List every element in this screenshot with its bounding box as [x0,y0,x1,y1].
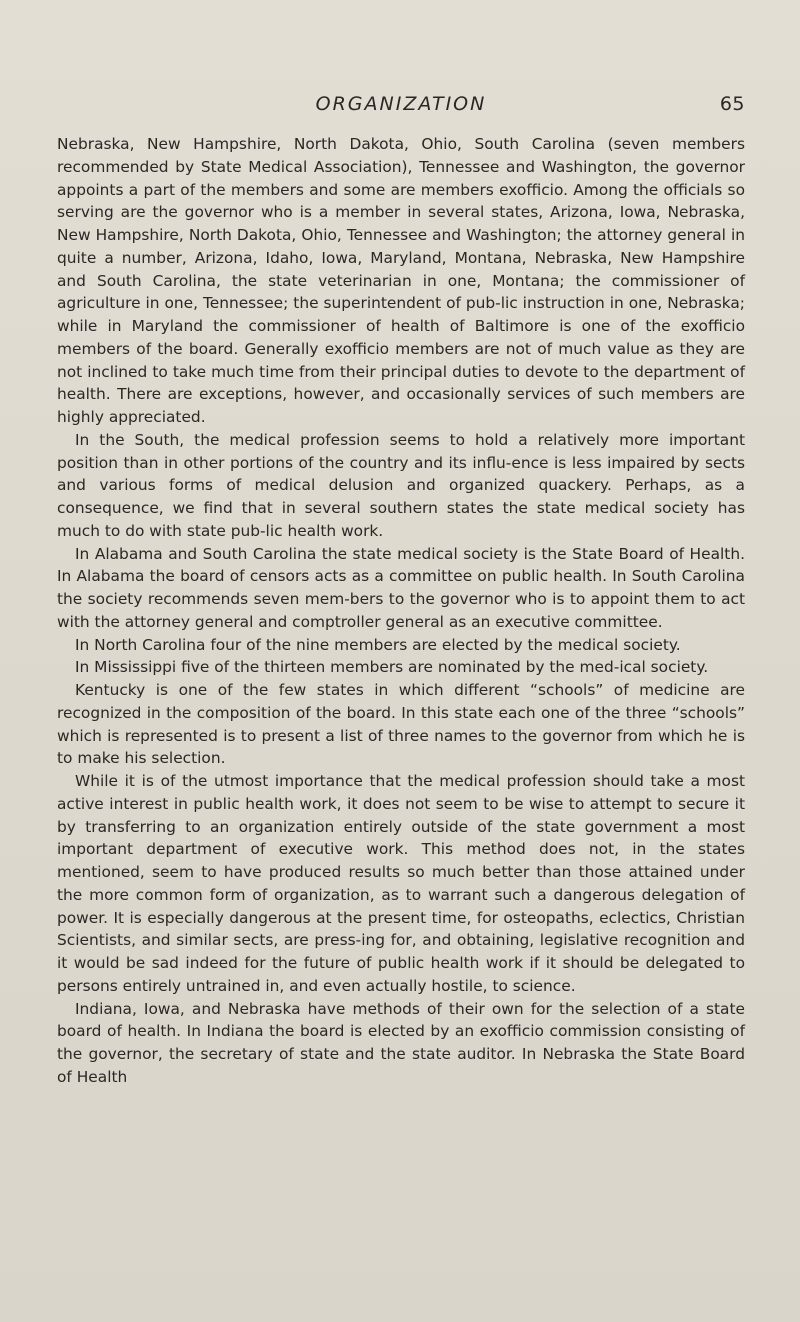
running-title: ORGANIZATION [315,93,487,115]
paragraph-medical-profession: While it is of the utmost importance that the medical profession should take a most active interest in public health work, it does not seem to be wise to attempt to secure it by transferring to an organization entirely outside of the state government a most important department of executive work. This method does not, in the states mentioned, seem to have produced results so much better than those attained under the more common form of organization, as to warrant such a dangerous delegation of power. It is especially dangerous at the present time, for osteopaths, eclectics, Christian Scientists, and similar sects, are press-ing for, and obtaining, legislative recognition and it would be sad indeed for the future of public health work if it should be delegated to persons entirely untrained in, and even actually hostile, to science. [57,772,745,995]
paragraph-mississippi: In Mississippi five of the thirteen members are nominated by the med-ical society. [75,658,709,677]
page-number: 65 [719,93,745,115]
paragraph-indiana-iowa-nebraska: Indiana, Iowa, and Nebraska have methods of their own for the selection of a state board of health. In Indiana the board is elected by an exofficio commission consisting of the governor, the secretary of state and the state auditor. In Nebraska the State Board of Health [57,999,745,1086]
paragraph-north-carolina: In North Carolina four of the nine members are elected by the medical society. [75,635,681,654]
paragraph-continued: Nebraska, New Hampshire, North Dakota, Ohio, South Carolina (seven members recommended by State Medical Association), Tennessee and Washington, the governor appoints a part of the members and some are members exofficio. Among the officials so serving are the governor who is a member in several states, Arizona, Iowa, Nebraska, New Hampshire, North Dakota, Ohio, Tennessee and Washington; the attorney general in quite a number, Arizona, Idaho, Iowa, Maryland, Montana, Nebraska, New Hampshire and South Carolina, the state veterinarian in one, Montana; the commissioner of agriculture in one, Tennessee; the superintendent of pub-lic instruction in one, Nebraska; while in Maryland the commissioner of health of Baltimore is one of the exofficio members of the board. Generally exofficio members are not of much value as they are not inclined to take much time from their principal duties to devote to the department of health. There are exceptions, however, and occasionally services of such members are highly appreciated. [57,135,745,426]
paragraph-alabama-south-carolina: In Alabama and South Carolina the state medical society is the State Board of Health. In Alabama the board of censors acts as a committee on public health. In South Carolina the society recommends seven mem-bers to the governor who is to appoint them to act with the attorney general and comptroller general as an executive committee. [57,544,745,631]
paragraph-south: In the South, the medical profession seems to hold a relatively more important position than in other portions of the country and its influ-ence is less impaired by sects and various forms of medical delusion and organized quackery. Perhaps, as a consequence, we find that in several southern states the state medical society has much to do with state pub-lic health work. [57,430,745,540]
paragraph-kentucky: Kentucky is one of the few states in which different “schools” of medicine are recognized in the composition of the board. In this state each one of the three “schools” which is represented is to present a list of three names to the governor from which he is to make his selection. [57,681,745,768]
running-header [57,0,745,117]
body-text [57,133,745,1089]
